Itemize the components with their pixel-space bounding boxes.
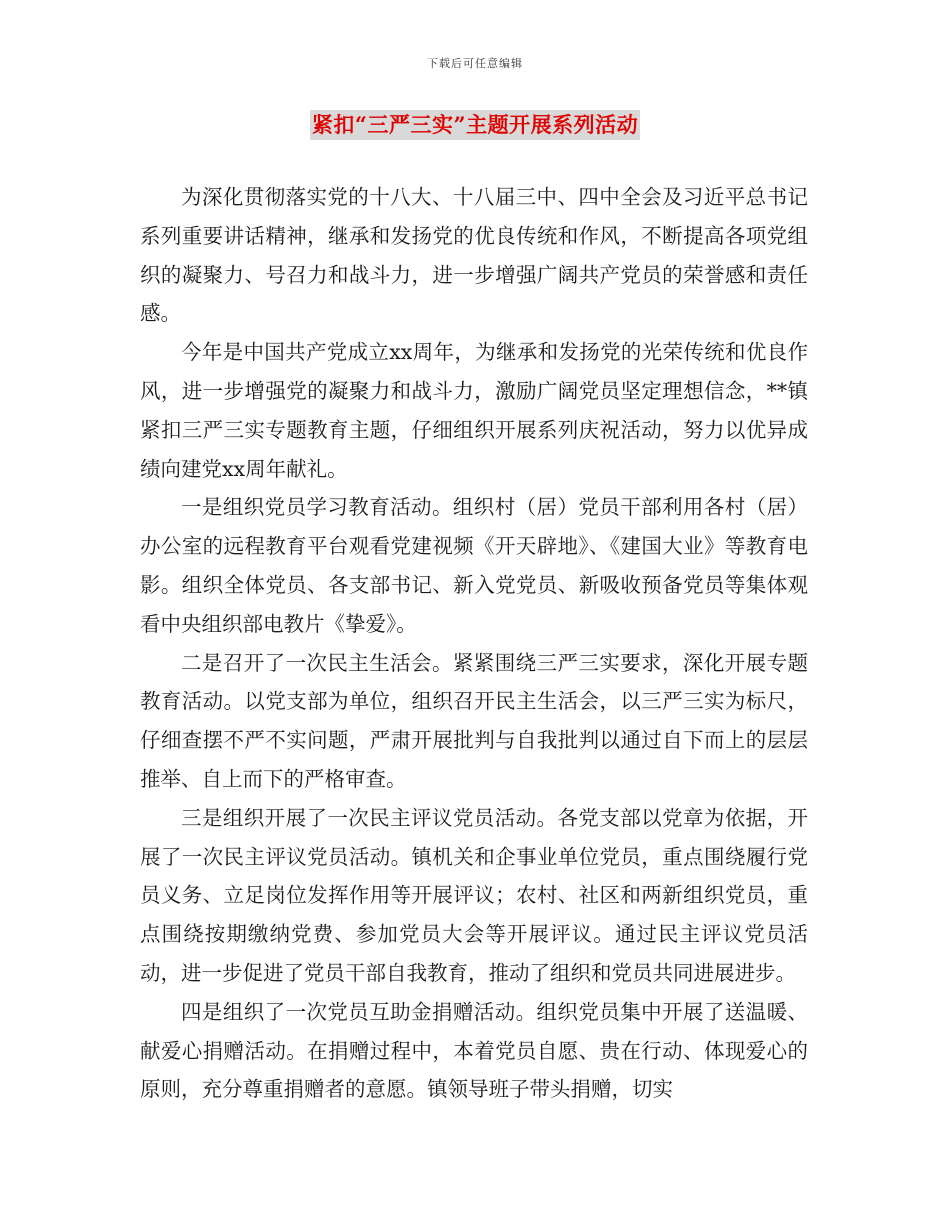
paragraph-anniversary: 今年是中国共产党成立xx周年，为继承和发扬党的光荣传统和优良作风，进一步增强党的凝聚力和战斗力，激励广阔党员坚定理想信念，**镇紧扣三严三实专题教育主题，仔细组织开展系列庆祝活动，努力以优异成绩向建党xx周年献礼。 — [140, 340, 808, 481]
header-note: 下载后可任意编辑 — [427, 57, 523, 70]
paragraph-item-3: 三是组织开展了一次民主评议党员活动。各党支部以党章为依据，开展了一次民主评议党员活动。镇机关和企事业单位党员，重点围绕履行党员义务、立足岗位发挥作用等开展评议；农村、社区和两新组织党员，重点围绕按期缴纳党费、参加党员大会等开展评议。通过民主评议党员活动，进一步促进了党员干部自我教育，推动了组织和党员共同进展进步。 — [140, 805, 808, 985]
document-title: 紧扣“三严三实”主题开展系列活动 — [310, 110, 640, 140]
document-body — [140, 178, 808, 1109]
paragraph-item-4: 四是组织了一次党员互助金捐赠活动。组织党员集中开展了送温暖、献爱心捐赠活动。在捐赠过程中，本着党员自愿、贵在行动、体现爱心的原则，充分尊重捐赠者的意愿。镇领导班子带头捐赠，切实 — [140, 999, 808, 1102]
paragraph-item-1: 一是组织党员学习教育活动。组织村（居）党员干部利用各村（居）办公室的远程教育平台观看党建视频《开天辟地》、《建国大业》等教育电影。组织全体党员、各支部书记、新入党党员、新吸收预备党员等集体观看中央组织部电教片《挚爱》。 — [140, 495, 808, 636]
paragraph-item-2: 二是召开了一次民主生活会。紧紧围绕三严三实要求，深化开展专题教育活动。以党支部为单位，组织召开民主生活会，以三严三实为标尺，仔细查摆不严不实问题，严肃开展批判与自我批判以通过自下而上的层层推举、自上而下的严格审查。 — [140, 650, 808, 791]
title-container — [0, 110, 950, 140]
paragraph-intro: 为深化贯彻落实党的十八大、十八届三中、四中全会及习近平总书记系列重要讲话精神，继承和发扬党的优良传统和作风，不断提高各项党组织的凝聚力、号召力和战斗力，进一步增强广阔共产党员的荣誉感和责任感。 — [140, 185, 808, 326]
